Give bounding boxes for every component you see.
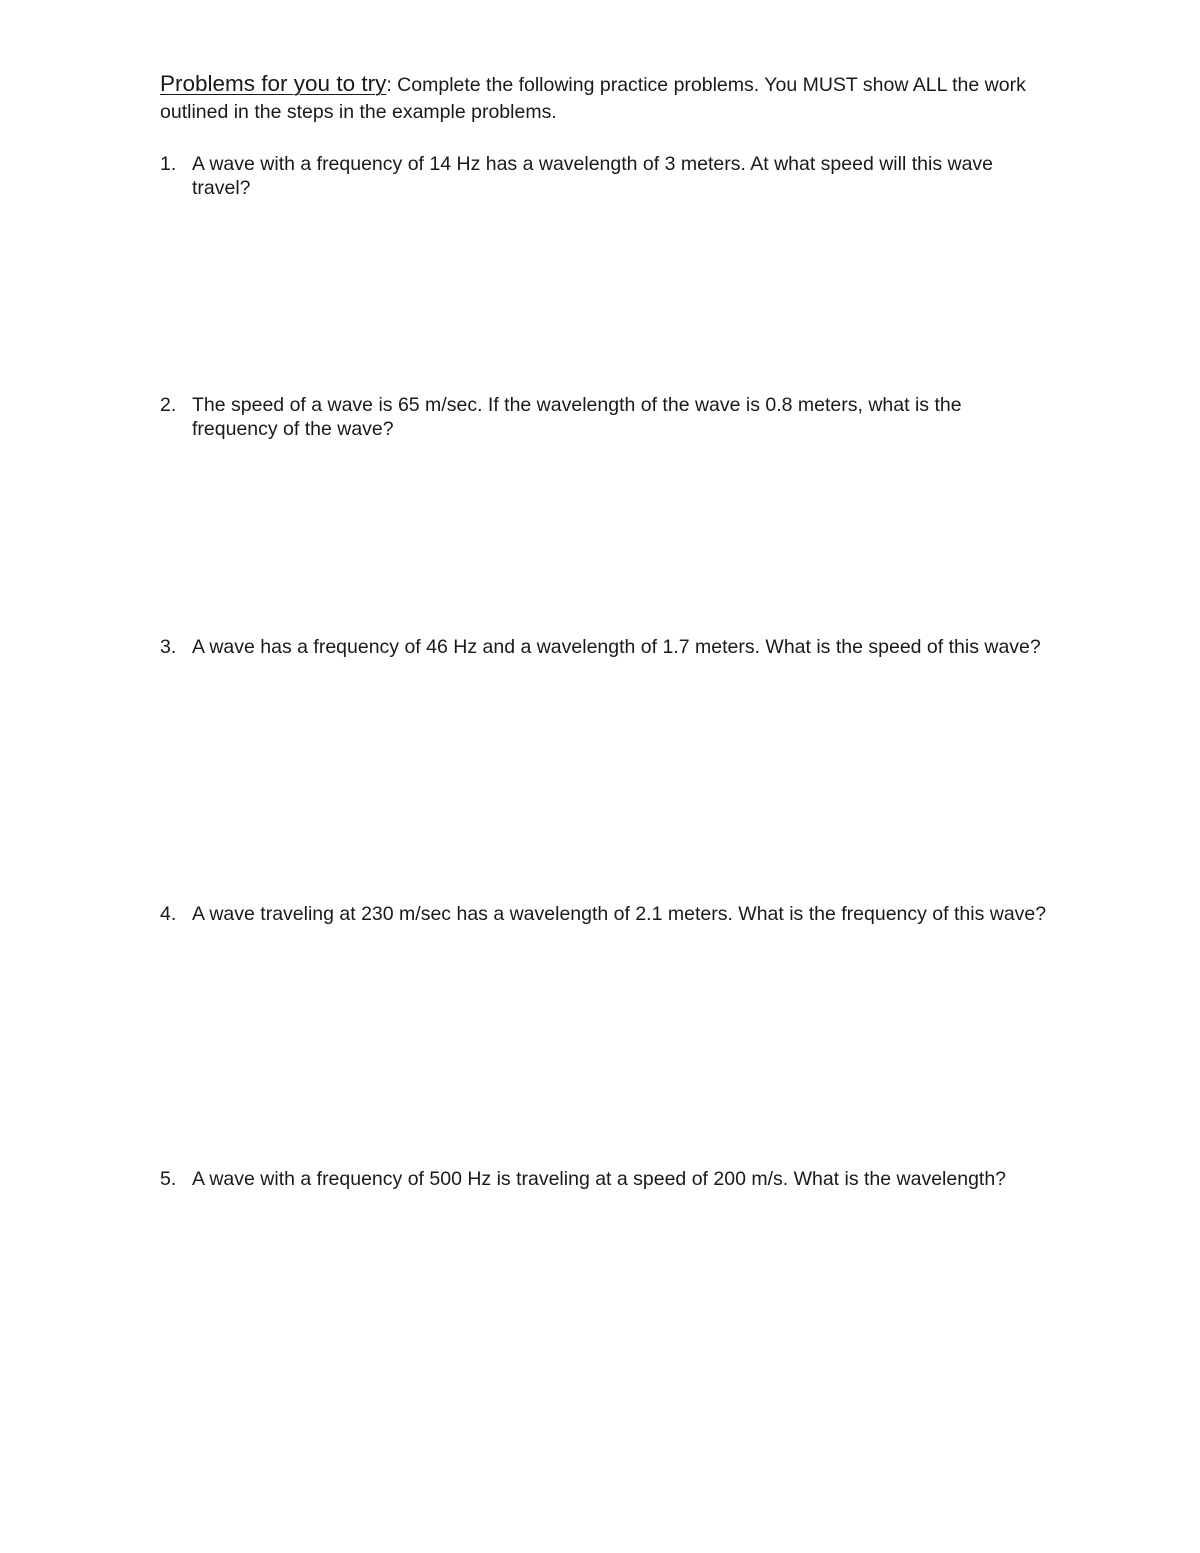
heading-colon: : [386, 74, 392, 96]
problem-number: 1. [160, 153, 177, 175]
problem-5 [160, 1167, 1060, 1191]
problem-text: A wave has a frequency of 46 Hz and a wavelength of 1.7 meters. What is the speed of this wave? [192, 636, 1041, 658]
problem-1 [160, 152, 1060, 200]
problem-text: The speed of a wave is 65 m/sec. If the wavelength of the wave is 0.8 meters, what is the frequency of the wave? [192, 394, 962, 440]
problem-number: 2. [160, 394, 177, 416]
problem-2 [160, 393, 1060, 441]
problem-number: 5. [160, 1168, 177, 1190]
problem-text: A wave with a frequency of 500 Hz is traveling at a speed of 200 m/s. What is the wavelength? [192, 1168, 1007, 1190]
problem-number: 3. [160, 636, 177, 658]
problem-4 [160, 902, 1060, 926]
problem-number: 4. [160, 903, 177, 925]
problem-text: A wave with a frequency of 14 Hz has a wavelength of 3 meters. At what speed will this wave travel? [192, 153, 994, 199]
section-heading: Problems for you to try [160, 71, 387, 96]
instructions [160, 70, 1060, 126]
problem-3 [160, 635, 1060, 659]
instructions-text: Complete the following practice problems. You MUST show ALL the work outlined in the steps in the example problems. [160, 74, 1026, 123]
problem-text: A wave traveling at 230 m/sec has a wavelength of 2.1 meters. What is the frequency of this wave? [192, 903, 1047, 925]
